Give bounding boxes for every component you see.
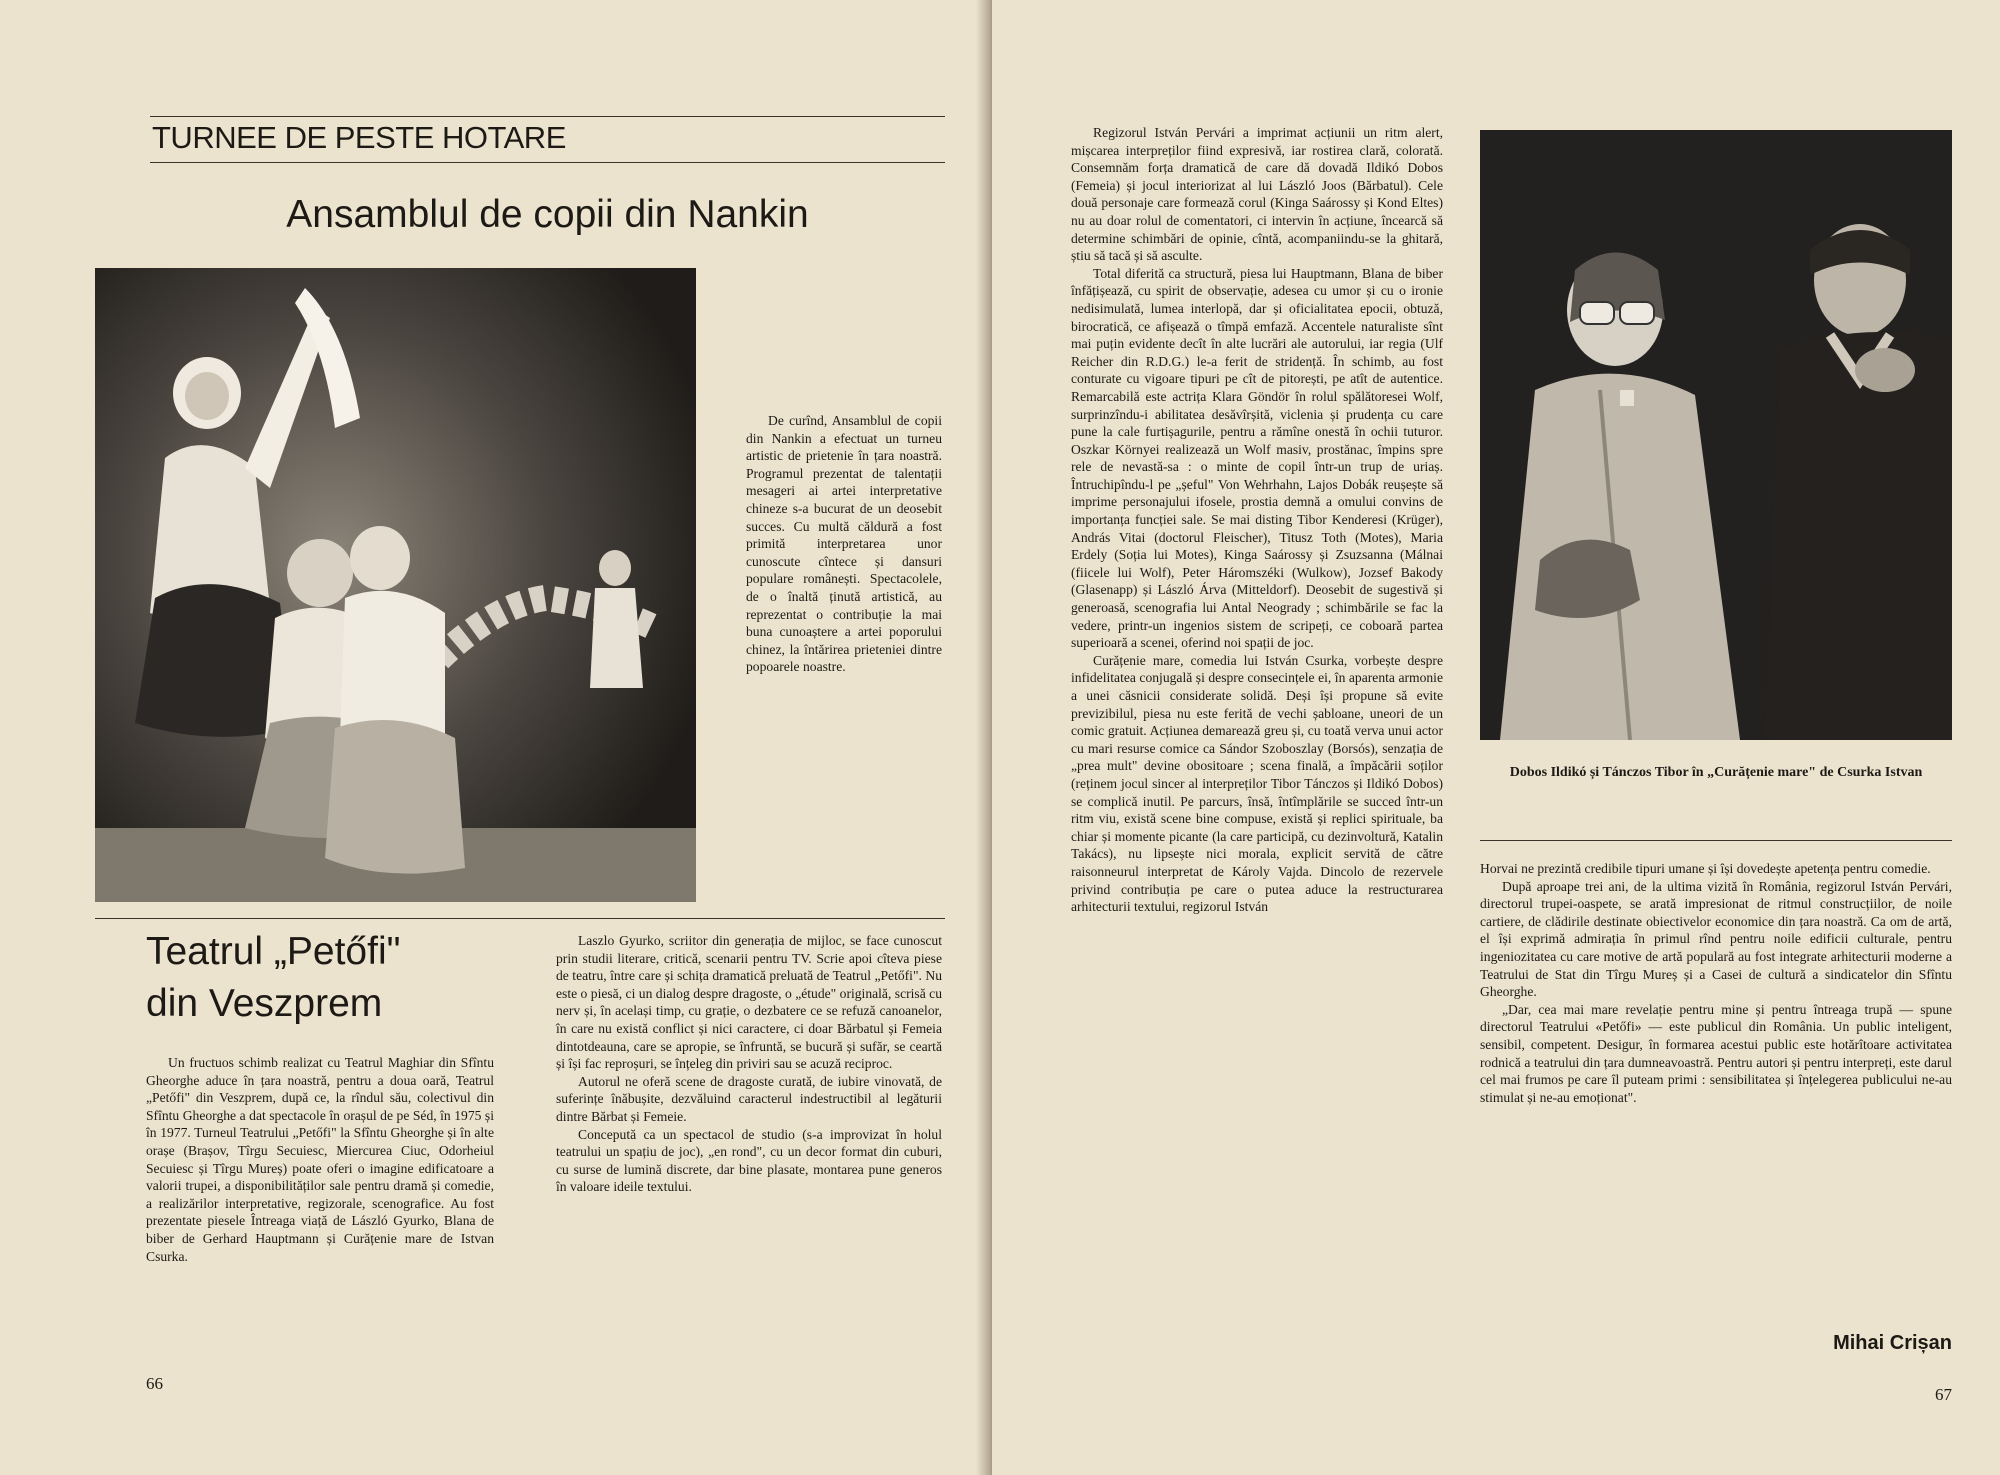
- article1-title: Ansamblul de copii din Nankin: [286, 193, 809, 236]
- header-rule-bottom: [150, 162, 945, 163]
- right-col2-paragraph3: „Dar, cea mai mare revelație pentru mine și pentru întreaga trupă — spune directorul Teatrului «Petőfi» — este publicul din România. Un public inteligent, sensibil, competent. Desigur, în formarea acestui public este hotărîtoare activitatea rodnică a teatrului din țara dumneavoastră. Pentru autori și pentru interpreți, este darul cel mai frumos pe care îl puteam primi : sensibilitatea și înțelegerea publicului ne-au stimulat și ne-au emoționat".: [1480, 1001, 1952, 1105]
- article2-title-line1: Teatrul „Petőfi": [146, 930, 401, 973]
- theater-photo: [1480, 130, 1952, 740]
- right-col2-paragraph1: Horvai ne prezintă credibile tipuri umane și își dovedește apetența pentru comedie.: [1480, 861, 1931, 876]
- article2-col1-paragraph: Un fructuos schimb realizat cu Teatrul Maghiar din Sfîntu Gheorghe aduce în țara noastră, pentru a doua oară, Teatrul „Petőfi" din Veszprem, după ce, la rîndul său, colectivul din Sfîntu Gheorghe a dat spectacole în orașul de pe Séd, în 1975 și în 1977. Turneul Teatrului „Petőfi" la Sfîntu Gheorghe și în alte orașe (Brașov, Tîrgu Secuiesc, Miercurea Ciuc, Odorheiul Secuiesc și Tîrgu Mureș) poate oferi o imagine edificatoare a valorii trupei, a disponibilităților sale pentru dramă și comedie, a realizărilor interpretative, regizorale, scenografice. Au fost prezentate piesele Întreaga viață de László Gyurko, Blana de biber de Gerhard Hauptmann și Curățenie mare de Istvan Csurka.: [146, 1055, 494, 1264]
- article2-column1: [146, 1054, 494, 1265]
- article2-column2: [556, 932, 942, 1196]
- dance-photo: [95, 268, 696, 902]
- right-column2: [1480, 860, 1952, 1106]
- left-page: [0, 0, 992, 1475]
- header-rule-top: [150, 116, 945, 117]
- photo-rule: [1480, 840, 1952, 841]
- article1-paragraph: De curînd, Ansamblul de copii din Nankin a efectuat un turneu artistic de prietenie în țara noastră. Programul prezentat de talentații mesageri ai artei interpretative chineze s-a bucurat de un deosebit succes. Cu multă căldură a fost primită interpretarea unor cunoscute cîntece și dansuri populare românești. Spectacolele, de o înaltă ținută artistică, au reprezentat o contribuție la mai buna cunoaștere a artei poporului chinez, la întărirea prieteniei dintre popoarele noastre.: [746, 413, 942, 675]
- right-col2-paragraph2: După aproape trei ani, de la ultima vizită în România, regizorul István Pervári, directorul trupei-oaspete, se arată impresionat de ritmul construcțiilor, de noile cartiere, de clădirile destinate obiectivelor economice din țara noastră. Ca om de artă, el își exprimă admirația în primul rînd pentru noile edificii culturale, pentru ingeniozitatea cu care motive de artă populară au fost integrate arhitecturii moderne a Teatrului de Stat din Tîrgu Mureș și a Casei de cultură a sindicatelor din Sfîntu Gheorghe.: [1480, 878, 1952, 1000]
- section-header: TURNEE DE PESTE HOTARE: [152, 120, 566, 155]
- photo-caption: Dobos Ildikó și Tánczos Tibor în „Curățenie mare" de Csurka Istvan: [1509, 765, 1923, 780]
- article2-col2-paragraph3: Concepută ca un spectacol de studio (s-a improvizat în holul teatrului un spațiu de joc), „en rond", cu un decor format din cuburi, cu surse de lumină discrete, dar bine plasate, montarea pune generos în valoare ideile textului.: [556, 1126, 942, 1195]
- right-column1: [1071, 124, 1443, 916]
- article2-col2-paragraph1: Laszlo Gyurko, scriitor din generația de mijloc, se face cunoscut prin studii literare, critică, scenarii pentru TV. Scrie apoi cîteva piese de teatru, între care și schița dramatică preluată de Teatrul „Petőfi". Nu este o piesă, ci un dialog despre dragoste, o „étude" originală, scrisă cu nerv și, în același timp, cu grație, o dezbatere ce se refuză canoanelor, în care nu există conflict și nici caractere, ci doar Bărbatul și Femeia dintotdeauna, care se apropie, se înfruntă, se bucură și sufăr, se ceartă și își fac reproșuri, se înțeleg din priviri sau se acuză reciproc.: [556, 933, 942, 1072]
- article-separator: [95, 918, 945, 919]
- author-name: Mihai Crișan: [1833, 1332, 1952, 1354]
- article2-title-line2: din Veszprem: [146, 982, 383, 1025]
- page-number-left: 66: [146, 1374, 163, 1393]
- page-number-right: 67: [1935, 1385, 1952, 1404]
- right-col1-paragraph1: Regizorul István Pervári a imprimat acțiunii un ritm alert, mișcarea interpreților fiind expresivă, iar rostirea clară, colorată. Consemnăm forța dramatică de care dă dovadă Ildikó Dobos (Femeia) și jocul interiorizat al lui László Joos (Bărbatul). Cele două personaje care formează corul (Kinga Saárossy și Kond Eltes) nu au doar rolul de comentatori, ci intervin în acțiune, încearcă să determine schimbări de opinie, cîntă, acompaniindu-se la ghitară, știu să tacă și să asculte.: [1071, 125, 1443, 264]
- article1-text: [746, 412, 942, 676]
- article2-title: [146, 926, 400, 1030]
- right-page: [992, 0, 2000, 1475]
- article2-col2-paragraph2: Autorul ne oferă scene de dragoste curată, de iubire vinovată, de suferințe înăbușite, dezvăluind caracterul indestructibil al legăturii dintre Bărbat și Femeie.: [556, 1073, 942, 1124]
- right-col1-paragraph3: Curățenie mare, comedia lui István Csurka, vorbește despre infidelitatea conjugală și despre consecințele ei, în aparenta armonie a unei căsnicii considerate solidă. Deși își propune să evite previzibilul, piesa nu este ferită de vechi șabloane, uneori de un comic gratuit. Acțiunea demarează greu și, cu toată verva unui actor cu mari resurse comice ca Sándor Szoboszlay (Borsós), senzația de „prea mult" devine obositoare ; scena finală, a împăcării soților (reținem jocul sincer al interpreților Tibor Tánczos și Ildikó Dobos) se complică inutil. Pe parcurs, însă, întîmplările se succed într-un ritm viu, există scene bine compuse, există și replici spirituale, ba chiar și momente picante (la care participă, cu dezinvoltură, Katalin Takács), nu lipsește nici morala, explicit servită de către raisonneurul interpretat de Károly Vajda. Dincolo de rezervele privind contribuția pe care o putea aduce la restructurarea arhitecturii textului, regizorul István: [1071, 652, 1443, 915]
- right-col1-paragraph2: Total diferită ca structură, piesa lui Hauptmann, Blana de biber înfățișează, cu spirit de observație, adesea cu umor și cu o ironie nedisimulată, lumea interlopă, dar și oficialitatea epocii, obtuză, birocratică, ce afișează o tîmpă emfază. Accentele naturaliste sînt mai puțin evidente decît în alte lucrări ale autorului, iar regia (Ulf Reicher din R.D.G.) le-a ferit de stridență. În schimb, au fost conturate cu vigoare tipuri pe cît de pitorești, pe atît de autentice. Remarcabilă este actrița Klara Göndör în rolul spălătoresei Wolf, surprinzîndu-i abilitatea desăvîrșită, viclenia și prudența cu care pune la cale furtișagurile, pentru a rămîne onestă în ochii tuturor. Oszkar Környei realizează un Wolf masiv, prostănac, împins spre rele de nevastă-sa : o minte de copil într-un trup de uriaș. Întruchipîndu-l pe „șeful" Von Wehrhahn, Lajos Dobák reușește să imprime personajului ifosele, prostia demnă a omului convins de importanța funcției sale. Se mai disting Tibor Kenderesi (Krüger), András Vitai (doctorul Fleischer), Titusz Toth (Motes), Maria Erdely (Soția lui Motes), Kinga Saárossy și Zsuzsanna (Málnai (fiicele lui Wolf), Peter Háromszéki (Wulkow), Jozsef Bakody (Glasenapp) și László Árva (Mitteldorf). Deosebit de sugestivă și generoasă, scenografia lui Antal Neogrady ; schimbările se fac la vedere, printr-un ingenios sistem de scripeți, ce coboară partea superioară a scenei, oferind noi spații de joc.: [1071, 265, 1443, 651]
